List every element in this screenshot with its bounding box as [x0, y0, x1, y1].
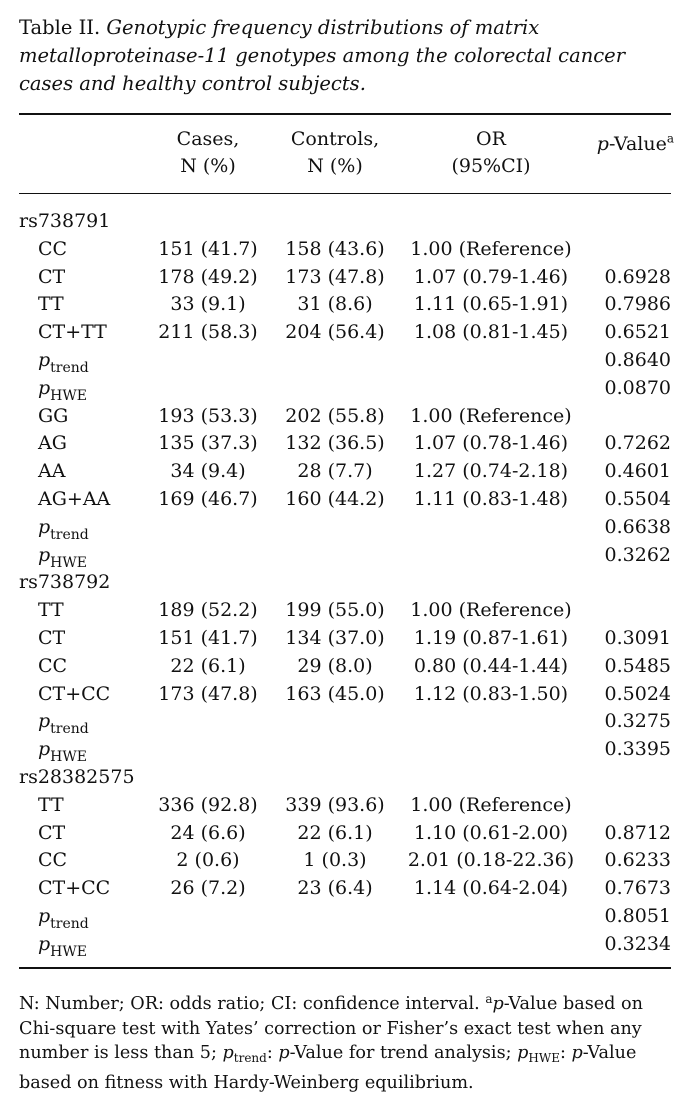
stat-row [19, 375, 674, 403]
stat-row [19, 542, 674, 570]
pvalue-cell: 0.6638 [604, 515, 671, 538]
footnote-p: p [571, 1043, 583, 1064]
pvalue-cell: 0.5024 [604, 682, 671, 705]
table-row [19, 681, 674, 709]
pvalue-cell: 0.6521 [604, 321, 671, 344]
cases-cell: 24 (6.6) [170, 821, 246, 844]
or-cell: 1.00 (Reference) [410, 793, 572, 816]
footnote-sub: trend [233, 1051, 267, 1066]
table-row [19, 403, 674, 431]
or-cell: 1.00 (Reference) [410, 599, 572, 622]
genotype-label: AG+AA [38, 487, 111, 510]
controls-cell: 31 (8.6) [297, 293, 373, 316]
header-cases-line2: N (%) [180, 155, 236, 177]
table-description: Genotypic frequency distributions of matrix metalloproteinase-11 genotypes among the colorectal cancer cases and healthy control subjects. [19, 16, 626, 95]
or-cell: 1.00 (Reference) [410, 237, 572, 260]
pvalue-cell: 0.7673 [604, 877, 671, 900]
pvalue-cell: 0.5485 [604, 654, 671, 677]
pvalue-cell: 0.6928 [604, 265, 671, 288]
footnote-sub: HWE [528, 1051, 560, 1066]
header-controls-line1: Controls, [290, 128, 380, 150]
stat-row [19, 903, 674, 931]
controls-cell: 23 (6.4) [297, 877, 373, 900]
stat-symbol: p [38, 348, 51, 371]
table-row [19, 625, 674, 653]
stat-row [19, 736, 674, 764]
table-caption [19, 14, 674, 98]
stat-symbol: p [38, 904, 51, 927]
stat-subscript: HWE [50, 749, 87, 766]
table-row [19, 291, 674, 319]
stat-symbol: p [38, 543, 51, 566]
controls-cell: 160 (44.2) [285, 487, 385, 510]
cases-cell: 173 (47.8) [158, 682, 258, 705]
table-row [19, 597, 674, 625]
controls-cell: 22 (6.1) [297, 821, 373, 844]
controls-cell: 134 (37.0) [285, 626, 385, 649]
cases-cell: 169 (46.7) [158, 487, 258, 510]
pvalue-cell: 0.3234 [604, 932, 671, 955]
or-cell: 1.00 (Reference) [410, 404, 572, 427]
genotype-label: GG [38, 404, 69, 427]
stat-subscript: trend [50, 915, 89, 932]
cases-cell: 151 (41.7) [158, 626, 258, 649]
cases-cell: 178 (49.2) [158, 265, 258, 288]
stat-subscript: trend [50, 721, 89, 738]
or-cell: 2.01 (0.18-22.36) [407, 849, 575, 872]
bottom-rule [19, 967, 671, 969]
or-cell: 1.12 (0.83-1.50) [413, 682, 569, 705]
header-pvalue-rest: -Value [608, 133, 667, 156]
header-pvalue-p: p [596, 133, 609, 156]
controls-cell: 28 (7.7) [297, 460, 373, 483]
header-rule [19, 193, 671, 194]
genotype-label: CT [38, 265, 66, 288]
header-or-line1: OR [476, 128, 506, 150]
header-pvalue [580, 126, 674, 158]
cases-cell: 135 (37.3) [158, 432, 258, 455]
header-pvalue-sup: a [666, 132, 674, 146]
stat-subscript: trend [50, 526, 89, 543]
table-row [19, 458, 674, 486]
table-row [19, 430, 674, 458]
genotype-label: TT [38, 793, 64, 816]
header-or-line2: (95%CI) [451, 155, 531, 177]
pvalue-cell: 0.3262 [604, 543, 671, 566]
table-row [19, 653, 674, 681]
header-cases-line1: Cases, [176, 128, 240, 150]
genotype-label: TT [38, 293, 64, 316]
genotype-label: CT [38, 821, 66, 844]
genotype-label: CC [38, 654, 68, 677]
footnote-sup: a [485, 992, 493, 1006]
stat-label [38, 931, 87, 967]
stat-symbol: p [38, 710, 51, 733]
or-cell: 1.10 (0.61-2.00) [413, 821, 569, 844]
controls-cell: 204 (56.4) [285, 321, 385, 344]
or-cell: 1.27 (0.74-2.18) [413, 460, 569, 483]
genotype-label: CT+CC [38, 877, 111, 900]
stat-row [19, 931, 674, 959]
pvalue-cell: 0.3275 [604, 710, 671, 733]
header-controls-line2: N (%) [307, 155, 363, 177]
table-footnote [19, 987, 675, 1095]
genotype-label: AG [38, 432, 67, 455]
header-pvalue-line [597, 133, 674, 155]
stat-subscript: HWE [50, 387, 87, 404]
header-cases [150, 126, 266, 180]
footnote-text: -Value for trend analysis; [289, 1043, 518, 1064]
stat-symbol: p [38, 738, 51, 761]
footnote-text: -Value based on fitness with Hardy-Weinberg equilibrium. [19, 1043, 637, 1093]
table-row [19, 847, 674, 875]
snp-heading-row [19, 569, 674, 597]
stat-symbol: p [38, 515, 51, 538]
genotype-label: CT [38, 626, 66, 649]
snp-label: rs738792 [19, 571, 111, 594]
pvalue-cell: 0.7262 [604, 432, 671, 455]
or-cell: 0.80 (0.44-1.44) [413, 654, 569, 677]
stat-symbol: p [38, 932, 51, 955]
controls-cell: 132 (36.5) [285, 432, 385, 455]
table-body [19, 208, 674, 959]
table-row [19, 792, 674, 820]
cases-cell: 26 (7.2) [170, 877, 246, 900]
pvalue-cell: 0.4601 [604, 460, 671, 483]
pvalue-cell: 0.7986 [604, 293, 671, 316]
snp-heading-row [19, 764, 674, 792]
genotype-label: CC [38, 849, 68, 872]
stat-row [19, 347, 674, 375]
controls-cell: 199 (55.0) [285, 599, 385, 622]
cases-cell: 2 (0.6) [176, 849, 240, 872]
snp-label: rs738791 [19, 210, 111, 232]
controls-cell: 1 (0.3) [303, 849, 367, 872]
table-row [19, 875, 674, 903]
stat-symbol: p [38, 376, 51, 399]
pvalue-cell: 0.8712 [604, 821, 671, 844]
table-row [19, 236, 674, 264]
stat-subscript: trend [50, 359, 89, 376]
or-cell: 1.11 (0.83-1.48) [413, 487, 569, 510]
or-cell: 1.08 (0.81-1.45) [413, 321, 569, 344]
footnote-p: p [278, 1043, 290, 1064]
controls-cell: 339 (93.6) [285, 793, 385, 816]
pvalue-cell: 0.0870 [604, 376, 671, 399]
footnote-text: : [266, 1043, 279, 1064]
cases-cell: 151 (41.7) [158, 237, 258, 260]
table-row [19, 820, 674, 848]
footnote-text: : [559, 1043, 572, 1064]
cases-cell: 34 (9.4) [170, 460, 246, 483]
footnote-p: p [517, 1043, 529, 1064]
table-row [19, 486, 674, 514]
pvalue-cell: 0.3395 [604, 738, 671, 761]
genotype-label: CT+CC [38, 682, 111, 705]
or-cell: 1.14 (0.64-2.04) [413, 877, 569, 900]
cases-cell: 193 (53.3) [158, 404, 258, 427]
genotype-label: AA [38, 460, 66, 483]
genotype-label: TT [38, 599, 64, 622]
pvalue-cell: 0.3091 [604, 626, 671, 649]
pvalue-cell: 0.8640 [604, 348, 671, 371]
or-cell: 1.19 (0.87-1.61) [413, 626, 569, 649]
cases-cell: 189 (52.2) [158, 599, 258, 622]
stat-row [19, 708, 674, 736]
snp-label: rs28382575 [19, 765, 135, 788]
controls-cell: 158 (43.6) [285, 237, 385, 260]
table-row [19, 319, 674, 347]
snp-heading-row [19, 208, 674, 236]
stat-row [19, 514, 674, 542]
controls-cell: 29 (8.0) [297, 654, 373, 677]
stat-subscript: HWE [50, 554, 87, 571]
or-cell: 1.07 (0.78-1.46) [413, 432, 569, 455]
footnote-p: p [222, 1043, 234, 1064]
table-row [19, 264, 674, 292]
footnote-p: p [492, 994, 504, 1014]
cases-cell: 211 (58.3) [158, 321, 258, 344]
table-title: Table II. [19, 16, 101, 39]
footnote-text: N: Number; OR: odds ratio; CI: confidence interval. [19, 994, 486, 1014]
controls-cell: 173 (47.8) [285, 265, 385, 288]
footnote-text: -Value based on Chi-square test with Yates’ correction or Fisher’s exact test when any number is less than 5; [19, 994, 643, 1064]
cases-cell: 33 (9.1) [170, 293, 246, 316]
top-rule [19, 113, 671, 115]
pvalue-cell: 0.6233 [604, 849, 671, 872]
controls-cell: 202 (55.8) [285, 404, 385, 427]
or-cell: 1.07 (0.79-1.46) [413, 265, 569, 288]
header-or [406, 126, 576, 180]
stat-subscript: HWE [50, 943, 87, 960]
pvalue-cell: 0.5504 [604, 487, 671, 510]
cases-cell: 22 (6.1) [170, 654, 246, 677]
controls-cell: 163 (45.0) [285, 682, 385, 705]
genotype-label: CT+TT [38, 321, 107, 344]
cases-cell: 336 (92.8) [158, 793, 258, 816]
genotype-label: CC [38, 237, 68, 260]
or-cell: 1.11 (0.65-1.91) [413, 293, 569, 316]
pvalue-cell: 0.8051 [604, 904, 671, 927]
header-controls [278, 126, 392, 180]
